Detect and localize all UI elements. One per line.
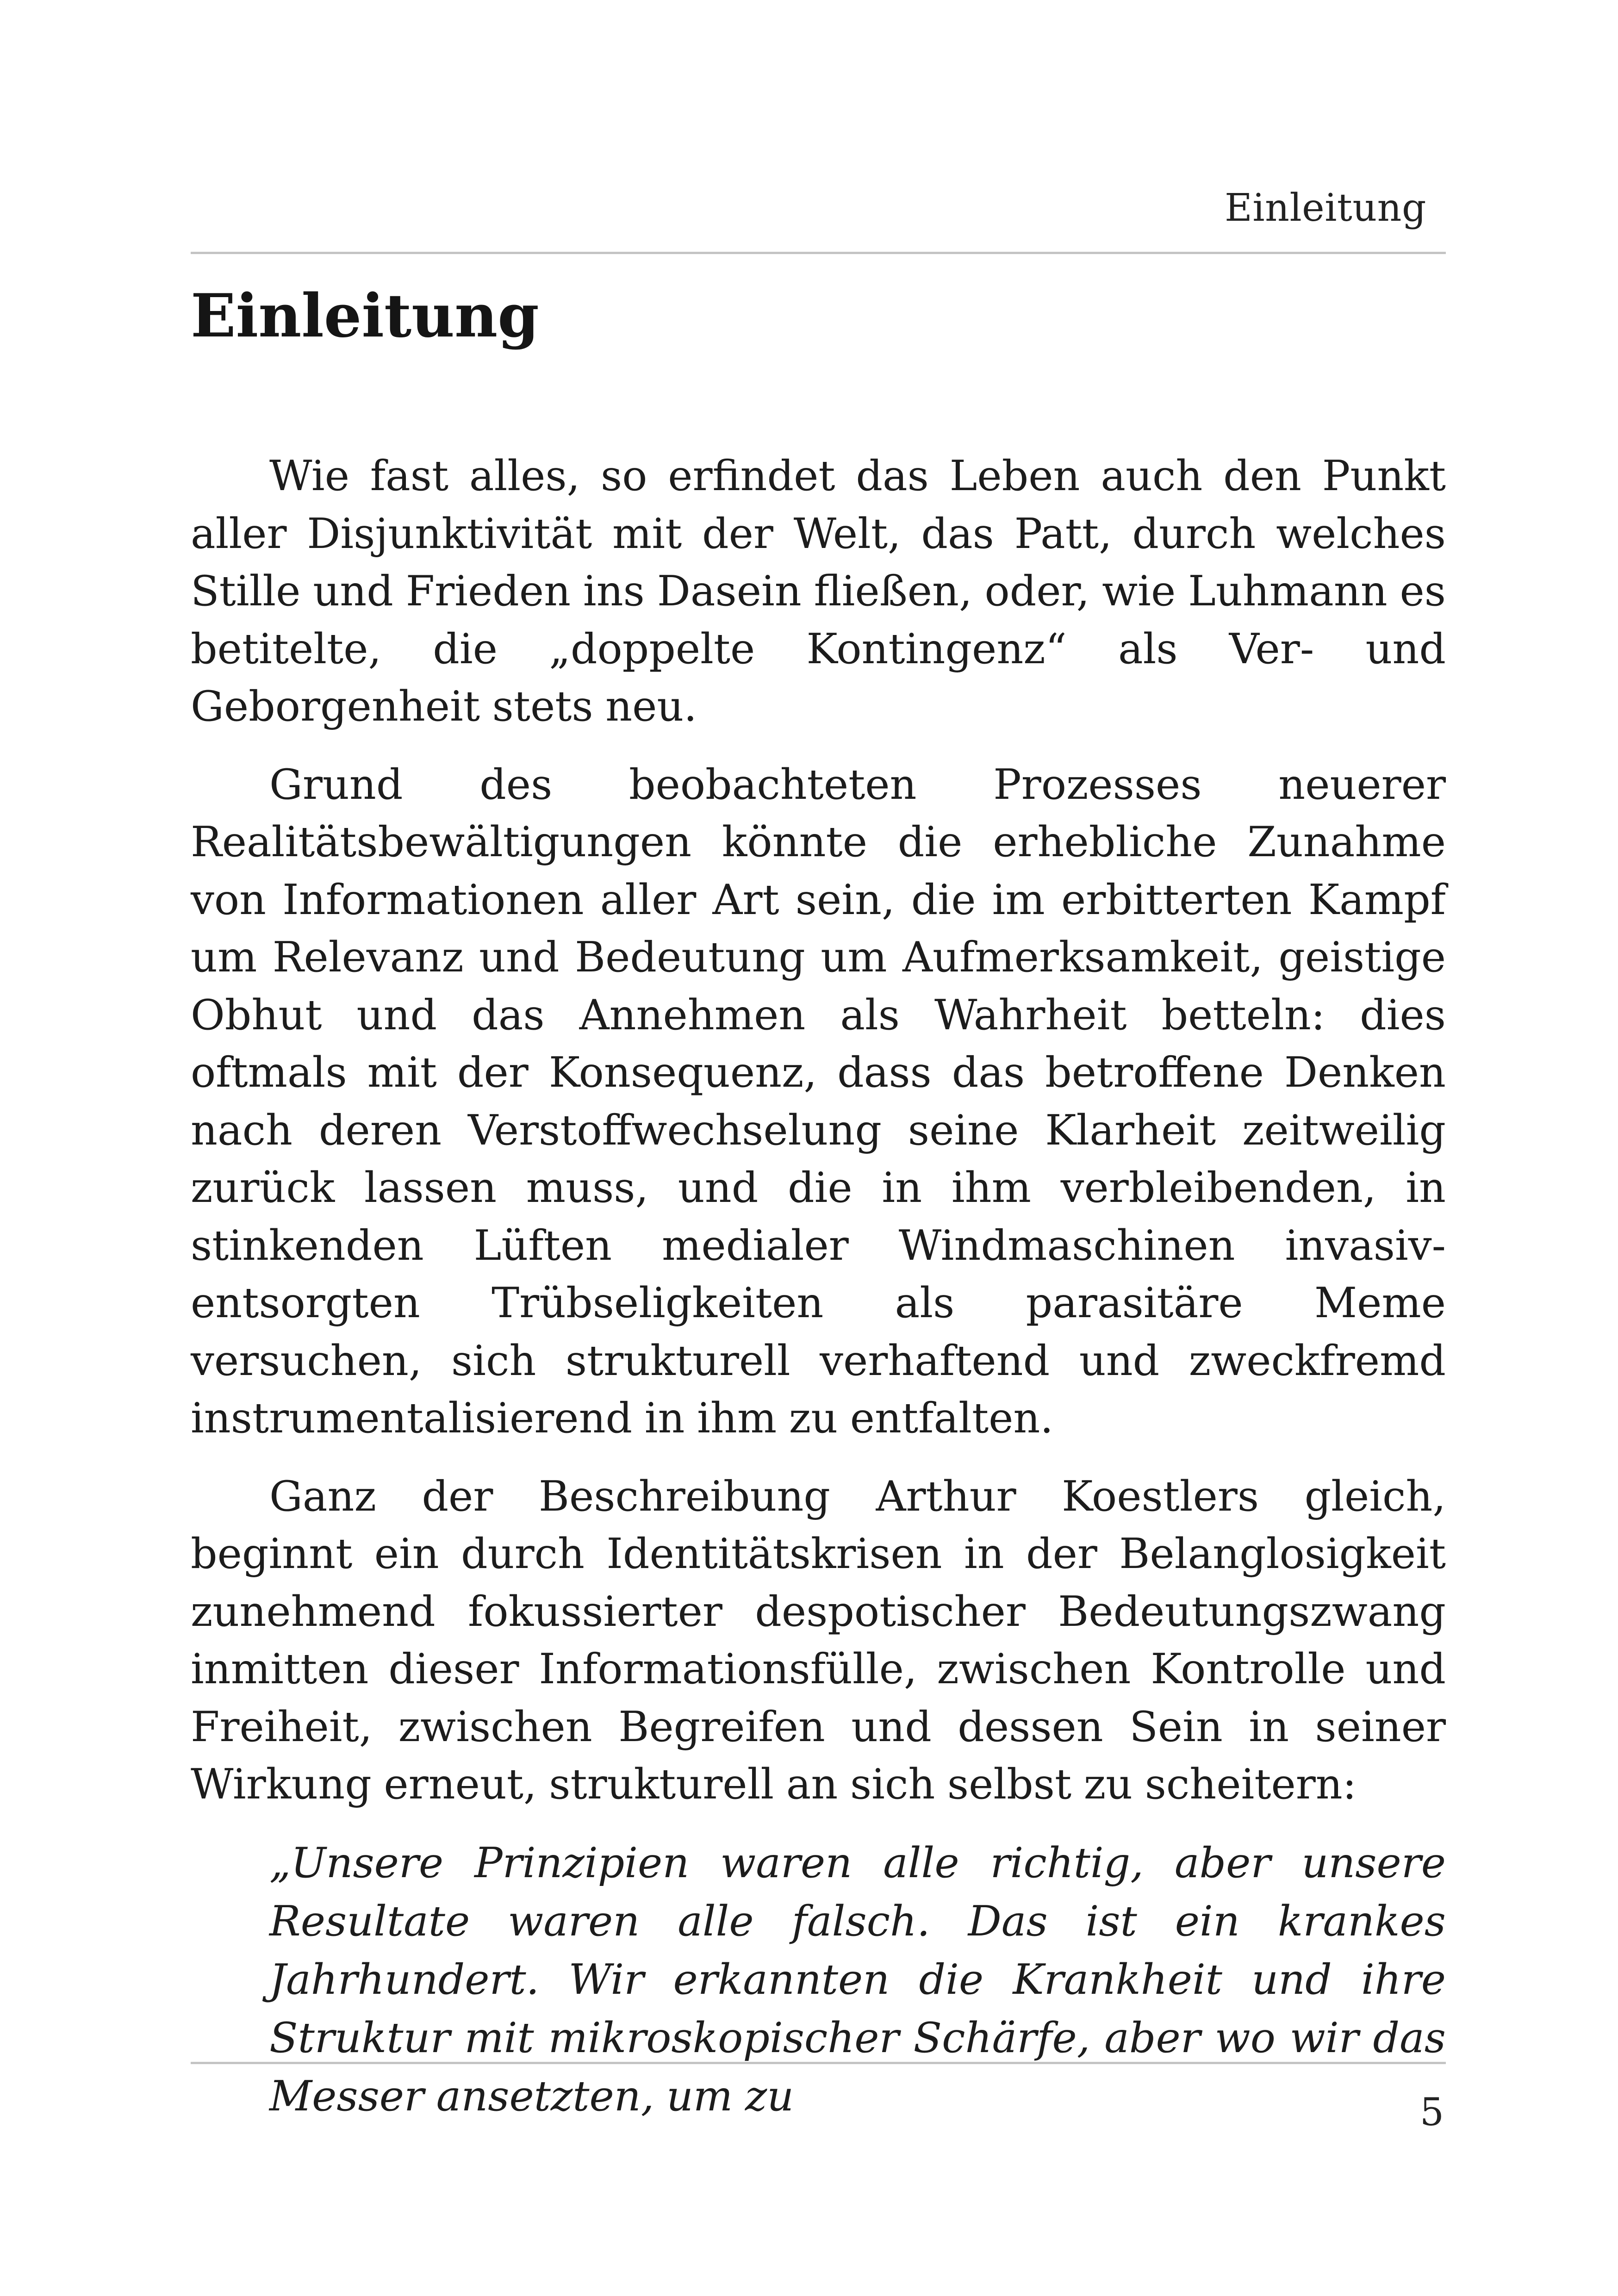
paragraph-3: Ganz der Beschreibung Arthur Koestlers gleich, beginnt ein durch Identitätskrisen in der Belanglosigkeit zunehmend fokussierter despotischer Bedeutungszwang inmitten dieser Informationsfülle, zwischen Kontrolle und Freiheit, zwischen Begreifen und dessen Sein in seiner Wirkung erneut, strukturell an sich selbst zu scheitern: — [191, 1472, 1446, 1809]
body-text — [191, 448, 1446, 2126]
paragraph-2: Grund des beobachteten Prozesses neuerer Realitätsbewältigungen könnte die erhebliche Zunahme von Informationen aller Art sein, die im erbitterten Kampf um Relevanz und Bedeutung um Aufmerksamkeit, geistige Obhut und das Annehmen als Wahrheit betteln: dies oftmals mit der Konsequenz, dass das betroffene Denken nach deren Verstoffwechselung seine Klarheit zeitweilig zurück lassen muss, und die in ihm verbleibenden, in stinkenden Lüften medialer Windmaschinen invasiv-entsorgten Trübseligkeiten als parasitäre Meme versuchen, sich strukturell verhaftend und zweckfremd instrumentalisierend in ihm zu entfalten. — [191, 760, 1446, 1443]
footer-divider — [191, 2062, 1446, 2064]
page-number: 5 — [1419, 2091, 1444, 2134]
header-divider — [191, 252, 1446, 254]
chapter-title: Einleitung — [191, 281, 539, 351]
koestler-quote: „Unsere Prinzipien waren alle richtig, aber unsere Resultate waren alle falsch. Das ist ein krankes Jahrhundert. Wir erkannten die Krankheit und ihre Struktur mit mikroskopischer Schärfe, aber wo wir das Messer ansetzten, um zu — [269, 1838, 1446, 2121]
paragraph-1: Wie fast alles, so erfindet das Leben auch den Punkt aller Disjunktivität mit der Welt, das Patt, durch welches Stille und Frieden ins Dasein fließen, oder, wie Luhmann es betitelte, die „doppelte Kontingenz“ als Ver- und Geborgenheit stets neu. — [191, 452, 1446, 731]
running-header: Einleitung — [1225, 186, 1426, 230]
